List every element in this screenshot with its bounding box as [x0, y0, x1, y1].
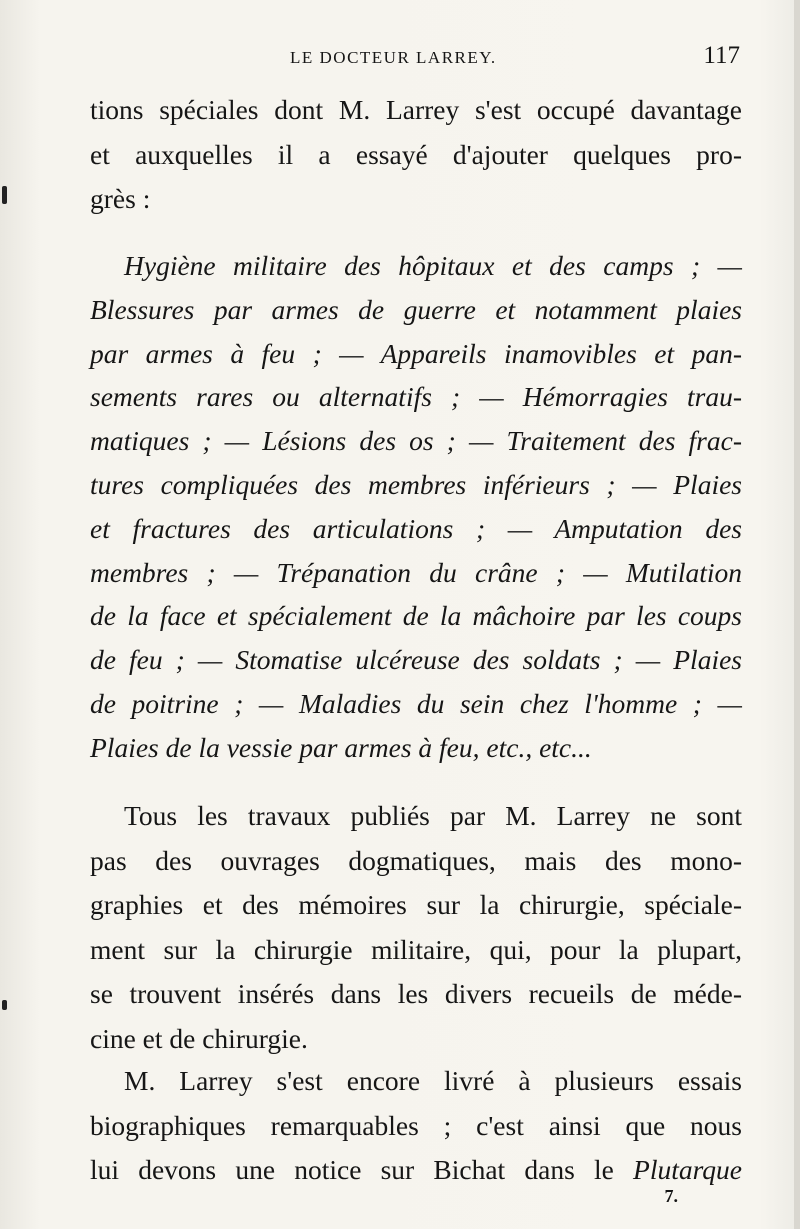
text-line: biographiques remarquables ; c'est ainsi que nous [90, 1109, 742, 1141]
text-line: pas des ouvrages dogmatiques, mais des mono- [90, 844, 742, 876]
text-line: par armes à feu ; — Appareils inamovibles et pan- [90, 337, 742, 369]
text-line: ment sur la chirurgie militaire, qui, pour la plupart, [90, 933, 742, 965]
text-line: de feu ; — Stomatise ulcéreuse des soldats ; — Plaies [90, 644, 742, 676]
running-head: LE DOCTEUR LARREY. [290, 48, 497, 67]
text-line: Tous les travaux publiés par M. Larrey ne sont [124, 800, 742, 831]
edge-ink-mark [2, 1000, 7, 1010]
text-line: lui devons une notice sur Bichat dans le Plutarque [90, 1154, 742, 1185]
text-line: Plaies de la vessie par armes à feu, etc., etc... [90, 731, 592, 763]
text-line: se trouvent insérés dans les divers recueils de méde- [90, 978, 742, 1009]
text-line: Hygiène militaire des hôpitaux et des camps ; — [124, 250, 742, 281]
edge-ink-mark [2, 186, 7, 204]
text-line: membres ; — Trépanation du crâne ; — Mutilation [90, 556, 742, 588]
paragraph-intro [90, 88, 742, 222]
text-line: sements rares ou alternatifs ; — Hémorragies trau- [90, 381, 742, 413]
text-line: de poitrine ; — Maladies du sein chez l'homme ; — [90, 687, 742, 719]
italic-title: Plutarque [633, 1154, 742, 1185]
text-line: grès : [90, 183, 151, 214]
text-line: cine et de chirurgie. [90, 1022, 308, 1054]
page-header [90, 40, 740, 76]
paragraph-biographies [90, 1059, 742, 1193]
text-line: et auxquelles il a essayé d'ajouter quelques pro- [90, 138, 742, 170]
text-line: M. Larrey s'est encore livré à plusieurs essais [124, 1065, 742, 1096]
text-line: matiques ; — Lésions des os ; — Traitement des frac- [90, 425, 742, 457]
text-line: et fractures des articulations ; — Amputation des [90, 512, 742, 544]
paragraph-topics [90, 244, 742, 770]
text-line: Blessures par armes de guerre et notamment plaies [90, 293, 742, 325]
text-line: tions spéciales dont M. Larrey s'est occupé davantage [90, 94, 742, 125]
paragraph-works [90, 794, 742, 1061]
text-line: de la face et spécialement de la mâchoire par les coups [90, 600, 742, 632]
text-line: tures compliquées des membres inférieurs ; — Plaies [90, 468, 742, 500]
text-line: graphies et des mémoires sur la chirurgie, spéciale- [90, 889, 742, 920]
signature-mark: 7. [664, 1186, 678, 1206]
page-number: 117 [703, 42, 740, 69]
